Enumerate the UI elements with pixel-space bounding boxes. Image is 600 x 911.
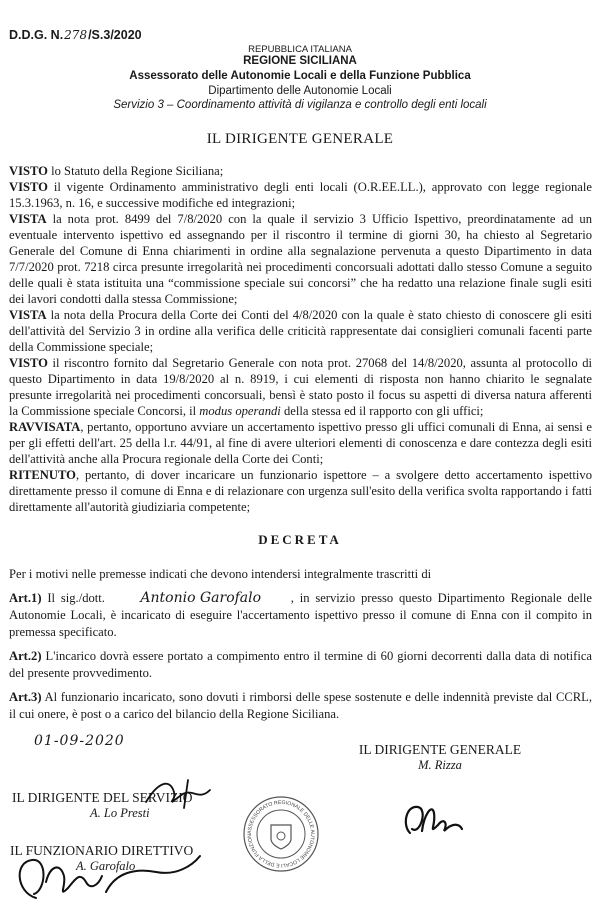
handwritten-date: 01-09-2020	[34, 733, 125, 749]
page-title: IL DIRIGENTE GENERALE	[206, 131, 394, 147]
dg-name: M. Rizza	[418, 758, 462, 772]
nominee-handwritten-name: Antonio Garofalo	[140, 590, 262, 606]
signature-block-ds	[12, 790, 232, 821]
header-region: REGIONE SICILIANA	[243, 55, 357, 67]
premise-nota-procura: VISTA la nota della Procura della Corte dei Conti del 4/8/2020 con la quale è stato chiesto di conoscere gli esiti dell'attività del Servizio 3 in ordine alla verifica delle criticità rappresentate dai consiglieri comunali facenti parte della Commissione speciale;	[9, 308, 592, 354]
premise-ravvisata: RAVVISATA, pertanto, opportuno avviare un accertamento ispettivo presso gli uffici comunali di Enna, ai sensi e per gli effetti dell'art. 25 della l.r. 44/91, al fine di avere ulteriori elementi di conoscenza e dare contezza degli esiti dell'attività anche alla Procura regionale della Corte dei Conti;	[9, 420, 592, 466]
stamp-text: ASSESSORATO REGIONALE DELLE AUTONOMIE LOCALI E DELLA FUNZION	[246, 799, 316, 869]
header-department: Dipartimento delle Autonomie Locali	[208, 85, 392, 97]
official-stamp	[242, 795, 320, 873]
premise-ritenuto: RITENUTO, pertanto, di dover incaricare un funzionario ispettore – a svolgere detto accertamento ispettivo direttamente presso il comune di Enna e di relazionare con urgenza sull'esito della verifica svolta rapportando i fatti direttamente all'autorità giudiziaria competente;	[9, 468, 592, 514]
intro-text: Per i motivi nelle premesse indicati che devono intendersi integralmente trascritti di	[9, 567, 432, 581]
dg-signature-scribble	[398, 795, 468, 845]
decreta-heading: DECRETA	[258, 532, 342, 547]
premises	[9, 163, 592, 515]
signature-block-fd	[10, 843, 250, 874]
article-1: Art.1) Il sig./dott. Antonio Garofalo , in servizio presso questo Dipartimento Regionale delle Autonomie Locali, è incaricato di eseguire l'accertamento ispettivo presso il comune di Enna con il compito in premessa specificato.	[9, 590, 592, 639]
dg-title: IL DIRIGENTE GENERALE	[358, 742, 522, 757]
decree-number-handwritten: 278	[64, 28, 88, 42]
header-republic: REPUBBLICA ITALIANA	[248, 44, 352, 55]
articles	[9, 566, 592, 730]
premise-statuto: VISTO lo Statuto della Regione Siciliana;	[9, 164, 224, 178]
header-service: Servizio 3 – Coordinamento attività di vigilanza e controllo degli enti locali	[113, 99, 487, 111]
ds-name: A. Lo Presti	[90, 806, 150, 820]
premise-ordinamento: VISTO il vigente Ordinamento amministrativo degli enti locali (O.R.EE.LL.), approvato con legge regionale 15.3.1963, n. 16, e successive modifiche ed integrazioni;	[9, 180, 592, 210]
premise-riscontro: VISTO il riscontro fornito dal Segretario Generale con nota prot. 27068 del 14/8/2020, assunta al protocollo di questo Dipartimento in data 19/8/2020 al n. 8919, i cui elementi di risposta non hanno chiarito le segnalate presunte irregolarità nei procedimenti concorsuali, bensì è stato posto il focus su aspetti di diversa natura afferenti la Commissione speciale Concorsi, il modus operandi della stessa ed il rapporto con gli uffici;	[9, 356, 592, 418]
svg-text:ASSESSORATO REGIONALE DELLE AU	[242, 795, 315, 868]
fd-title: IL FUNZIONARIO DIRETTIVO	[10, 843, 194, 858]
decree-number: D.D.G. N.278/S.3/2020	[9, 28, 142, 42]
signature-block-dg	[330, 742, 550, 773]
premise-nota-8499: VISTA la nota prot. 8499 del 7/8/2020 con la quale il servizio 3 Ufficio Ispettivo, preordinatamente ad un eventuale intervento ispettivo ed assegnando per il riscontro il termine di giorni 30, ha chiesto al Segretario Generale del Comune di Enna chiarimenti in ordine alla segnalazione pervenuta a questo Dipartimento in data 7/7/2020 prot. 7218 circa presunte irregolarità nei procedimenti concorsuali adottati dallo stesso Comune a seguito delle quali è stata istituita una “commissione speciale sui concorsi” che ha redatto una relazione finale sugli esiti dei lavori condotti dalla stessa Commissione;	[9, 212, 592, 306]
header-assessorato: Assessorato delle Autonomie Locali e della Funzione Pubblica	[129, 70, 471, 82]
article-3: Art.3) Al funzionario incaricato, sono dovuti i rimborsi delle spese sostenute e delle indennità previste dal CCRL, il cui onere, è post o a carico del bilancio della Regione Siciliana.	[9, 690, 592, 721]
fd-name: A. Garofalo	[76, 859, 136, 873]
ds-title: IL DIRIGENTE DEL SERVIZIO	[12, 790, 193, 805]
article-2: Art.2) L'incarico dovrà essere portato a compimento entro il termine di 60 giorni decorrenti dalla data di notifica del presente provvedimento.	[9, 649, 592, 680]
